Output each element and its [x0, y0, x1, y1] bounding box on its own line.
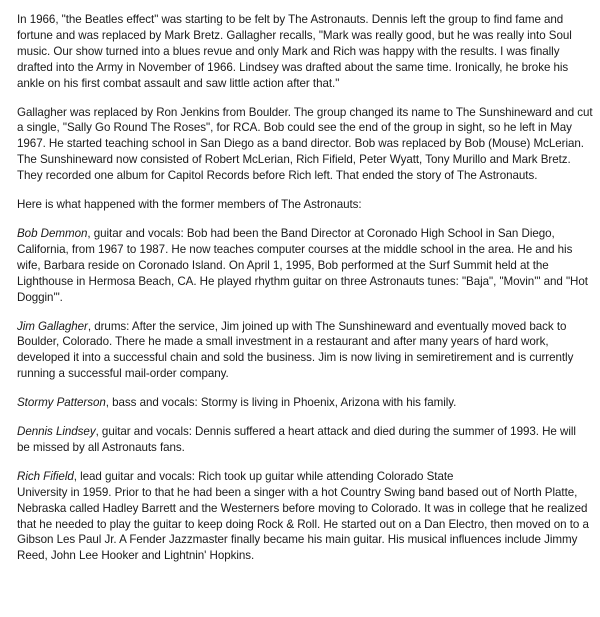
- text-run: , guitar and vocals: Bob had been the Band Director at Coronado High School in San Diego,: [87, 226, 555, 240]
- text-line: running a successful mail-order company.: [17, 367, 229, 381]
- member-name: Bob Demmon: [17, 226, 88, 240]
- paragraph-sunshineward: [17, 105, 593, 185]
- text-line: developed it into a successful chain and sold the business. Jim is now living in semiretirement and is currently: [17, 351, 574, 365]
- text-line: [17, 424, 593, 440]
- text-line: Lighthouse in Hermosa Beach, CA. He played rhythm guitar on three Astronauts tunes: "Baja", "Movin'" and "Hot: [17, 274, 588, 288]
- text-line: They recorded one album for Capitol Records before Rich left. That ended the story of The Astronauts.: [17, 169, 538, 183]
- text-line: ankle on his first combat assault and saw little action after that.": [17, 76, 340, 90]
- text-line: Nebraska called Hadley Barrett and the Westerners before moving to Colorado. It was in college that he realized: [17, 501, 588, 515]
- paragraph-former-members-intro: [17, 197, 593, 213]
- text-line: [17, 395, 593, 411]
- text-line: [17, 226, 593, 242]
- text-run: , bass and vocals: Stormy is living in Phoenix, Arizona with his family.: [105, 396, 457, 410]
- text-line: Gibson Les Paul Jr. A Fender Jazzmaster finally became his main guitar. His musical influences include Jimmy: [17, 533, 578, 547]
- text-run: , lead guitar and vocals: Rich took up guitar while attending Colorado State: [73, 469, 454, 483]
- text-line: The Sunshineward now consisted of Robert McLerian, Rich Fifield, Peter Wyatt, Tony Murillo and Mark Bretz.: [17, 153, 571, 167]
- text-run: , drums: After the service, Jim joined up with The Sunshineward and eventually moved back to: [87, 319, 567, 333]
- paragraph-rich-fifield: [17, 469, 593, 564]
- text-line: In 1966, "the Beatles effect" was starting to be felt by The Astronauts. Dennis left the group to find fame and: [17, 13, 564, 26]
- paragraph-bob-demmon: [17, 226, 593, 306]
- paragraph-beatles-effect: [17, 12, 593, 92]
- text-line: Here is what happened with the former members of The Astronauts:: [17, 198, 362, 212]
- member-name: Stormy Patterson: [17, 396, 106, 410]
- text-line: [17, 469, 593, 485]
- member-name: Rich Fifield: [17, 469, 74, 483]
- text-line: music. Our show turned into a blues revue and only Mark and Rich was happy with the results. I was finally: [17, 44, 560, 58]
- text-line: wife, Barbara reside on Coronado Island. On April 1, 1995, Bob performed at the Surf Summit held at the: [17, 258, 549, 272]
- text-line: Boulder, Colorado. There he made a small investment in a restaurant and after many years of hard work,: [17, 335, 549, 349]
- text-run: , guitar and vocals: Dennis suffered a heart attack and died during the summer of 1993. He will: [95, 425, 576, 439]
- text-line: be missed by all Astronauts fans.: [17, 440, 185, 454]
- text-line: drafted into the Army in November of 1966. Lindsey was drafted about the same time. Ironically, he broke his: [17, 60, 569, 74]
- text-line: [17, 319, 593, 335]
- document-page: [17, 12, 593, 577]
- text-line: that he needed to play the guitar to keep doing Rock & Roll. He started out on a Dan Electro, then moved on to a: [17, 517, 589, 531]
- text-line: Reed, John Lee Hooker and Lightnin' Hopkins.: [17, 549, 255, 563]
- paragraph-jim-gallagher: [17, 319, 593, 383]
- member-name: Jim Gallagher: [17, 319, 88, 333]
- text-line: fortune and was replaced by Mark Bretz. Gallagher recalls, "Mark was really good, but he was really into Soul: [17, 28, 572, 42]
- text-line: University in 1959. Prior to that he had been a singer with a hot Country Swing band based out of North Platte,: [17, 485, 578, 499]
- text-line: California, from 1967 to 1987. He now teaches computer courses at the middle school in the area. He and his: [17, 242, 573, 256]
- text-line: Doggin'".: [17, 290, 63, 304]
- text-line: 1967. He started teaching school in San Diego as a band director. Bob was replaced by Bob (Mouse) McLerian.: [17, 137, 584, 151]
- member-name: Dennis Lindsey: [17, 425, 96, 439]
- text-line: a single, "Sally Go Round The Roses", for RCA. Bob could see the end of the group in sight, so he left in May: [17, 121, 572, 135]
- text-line: Gallagher was replaced by Ron Jenkins from Boulder. The group changed its name to The Sunshineward and cut: [17, 105, 593, 119]
- paragraph-dennis-lindsey: [17, 424, 593, 456]
- paragraph-stormy-patterson: [17, 395, 593, 411]
